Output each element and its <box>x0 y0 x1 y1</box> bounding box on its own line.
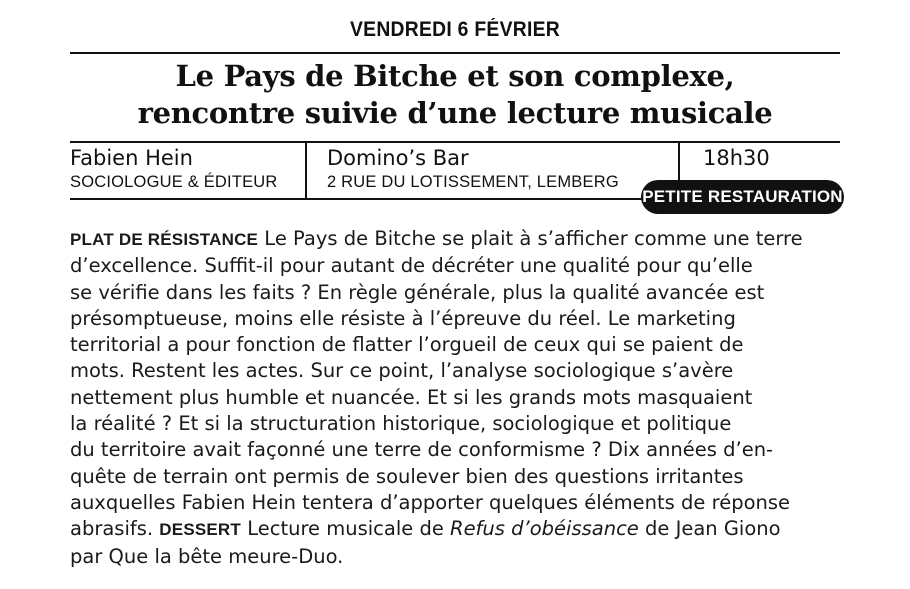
speaker-role: SOCIOLOGUE & ÉDITEUR <box>70 173 278 191</box>
middle-rule <box>70 141 840 143</box>
speaker-name: Fabien Hein <box>70 146 193 170</box>
top-rule <box>70 52 840 54</box>
description-line <box>70 516 850 543</box>
divider-1 <box>305 142 307 198</box>
description-line: par Que la bête meure-Duo. <box>70 544 344 568</box>
description-line: du territoire avait façonné une terre de conformisme ? Dix années d’en- <box>70 438 774 462</box>
event-title-line-1: Le Pays de Bitche et son complexe, <box>175 59 735 93</box>
description-line: la réalité ? Et si la structuration historique, sociologique et politique <box>70 412 732 436</box>
description-line: mots. Restent les actes. Sur ce point, l’analyse sociologique s’avère <box>70 359 734 383</box>
event-title <box>70 58 840 132</box>
description <box>70 226 850 570</box>
description-line: auxquelles Fabien Hein tentera d’apporter quelques éléments de réponse <box>70 490 791 514</box>
book-title: Refus d’obéissance <box>450 517 639 541</box>
event-date: VENDREDI 6 FÉVRIER <box>349 18 561 41</box>
description-line <box>70 226 850 253</box>
restauration-badge: PETITE RESTAURATION <box>641 180 844 214</box>
venue-address: 2 RUE DU LOTISSEMENT, LEMBERG <box>327 173 619 191</box>
event-title-line-2: rencontre suivie d’une lecture musicale <box>137 96 773 130</box>
description-line: nettement plus humble et nuancée. Et si les grands mots masquaient <box>70 385 753 409</box>
label-dessert: DESSERT <box>159 520 241 540</box>
description-line: quête de terrain ont permis de soulever bien des questions irritantes <box>70 464 744 488</box>
venue-name: Domino’s Bar <box>327 146 469 170</box>
description-line: présomptueuse, moins elle résiste à l’épreuve du réel. Le marketing <box>70 306 736 330</box>
description-line: d’excellence. Suffit-il pour autant de décréter une qualité pour qu’elle <box>70 254 753 278</box>
description-line: se vérifie dans les faits ? En règle générale, plus la qualité avancée est <box>70 280 765 304</box>
description-text: Lecture musicale de <box>241 517 451 541</box>
event-time: 18h30 <box>703 146 770 170</box>
label-plat-de-resistance: PLAT DE RÉSISTANCE <box>70 230 259 249</box>
description-text: Le Pays de Bitche se plait à s’afficher comme une terre <box>258 227 803 250</box>
description-line: territorial a pour fonction de flatter l’orgueil de ceux qui se paient de <box>70 333 744 357</box>
description-text: de Jean Giono <box>638 517 781 541</box>
description-text: abrasifs. <box>70 517 160 541</box>
